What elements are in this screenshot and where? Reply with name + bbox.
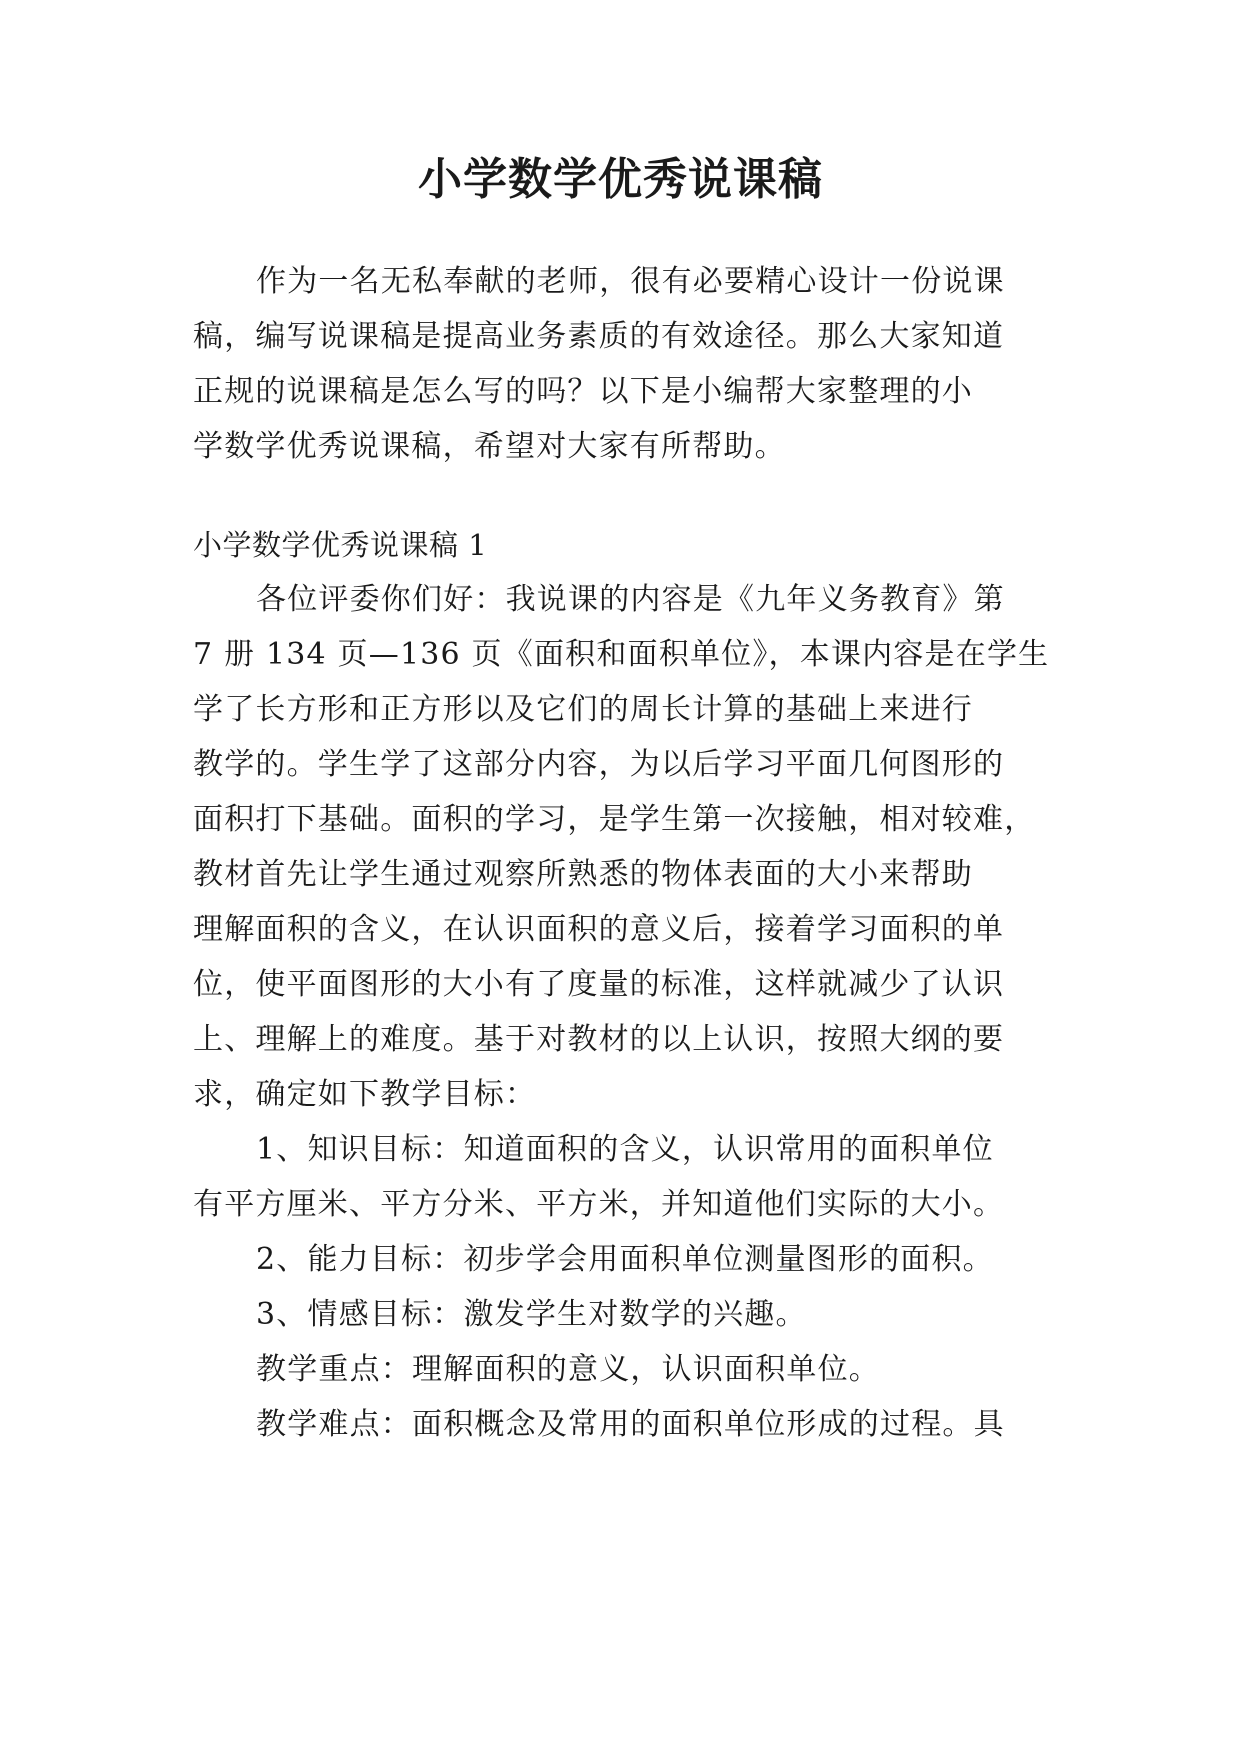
document-title: 小学数学优秀说课稿: [418, 154, 823, 205]
difficulty-line: 教学难点：面积概念及常用的面积单位形成的过程。具: [256, 1407, 1005, 1442]
intro-line: 稿，编写说课稿是提高业务素质的有效途径。那么大家知道: [193, 319, 1005, 354]
body-line: 7 册 134 页—136 页《面积和面积单位》，本课内容是在学生: [193, 637, 1050, 672]
body-line: 学了长方形和正方形以及它们的周长计算的基础上来进行: [193, 692, 973, 727]
goal-line: 1、知识目标：知道面积的含义，认识常用的面积单位: [256, 1132, 994, 1167]
body-line: 理解面积的含义，在认识面积的意义后，接着学习面积的单: [193, 912, 1005, 947]
key-point-line: 教学重点：理解面积的意义，认识面积单位。: [256, 1352, 880, 1387]
goal-line: 3、情感目标：激发学生对数学的兴趣。: [256, 1297, 807, 1332]
body-line: 各位评委你们好：我说课的内容是《九年义务教育》第: [256, 582, 1005, 617]
goal-line: 有平方厘米、平方分米、平方米，并知道他们实际的大小。: [193, 1187, 1005, 1222]
body-line: 求，确定如下教学目标：: [193, 1077, 537, 1112]
section-heading: 小学数学优秀说课稿 1: [193, 528, 488, 562]
intro-line: 正规的说课稿是怎么写的吗？以下是小编帮大家整理的小: [193, 374, 973, 409]
body-line: 面积打下基础。面积的学习，是学生第一次接触，相对较难，: [193, 802, 1036, 837]
body-line: 上、理解上的难度。基于对教材的以上认识，按照大纲的要: [193, 1022, 1005, 1057]
body-line: 位，使平面图形的大小有了度量的标准，这样就减少了认识: [193, 967, 1005, 1002]
body-line: 教学的。学生学了这部分内容，为以后学习平面几何图形的: [193, 747, 1005, 782]
goal-line: 2、能力目标：初步学会用面积单位测量图形的面积。: [256, 1242, 994, 1277]
intro-line: 作为一名无私奉献的老师，很有必要精心设计一份说课: [256, 264, 1005, 299]
intro-line: 学数学优秀说课稿，希望对大家有所帮助。: [193, 429, 786, 464]
body-line: 教材首先让学生通过观察所熟悉的物体表面的大小来帮助: [193, 857, 973, 892]
